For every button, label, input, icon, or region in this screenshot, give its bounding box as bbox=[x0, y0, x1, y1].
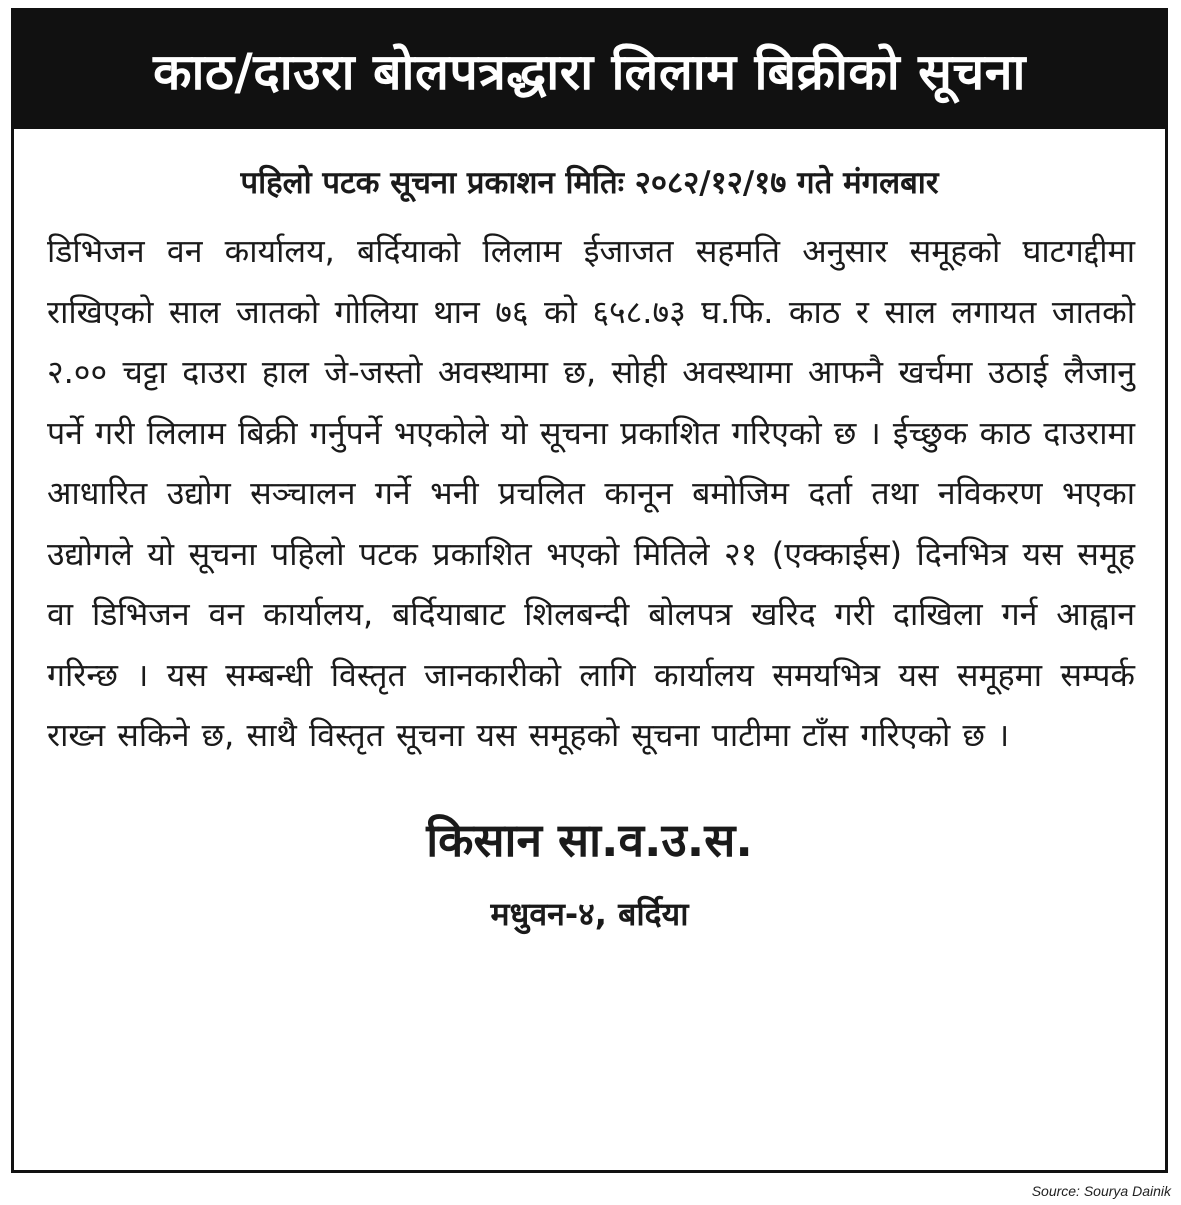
notice-box bbox=[11, 8, 1168, 1173]
organization-name: किसान सा.व.उ.स. bbox=[426, 812, 753, 867]
publication-date-line: पहिलो पटक सूचना प्रकाशन मितिः २०८२/१२/१७ गते मंगलबार bbox=[240, 165, 939, 201]
organization-address: मधुवन-४, बर्दिया bbox=[490, 894, 689, 933]
title-bar bbox=[14, 11, 1165, 129]
notice-body: डिभिजन वन कार्यालय, बर्दियाको लिलाम ईजाजत सहमति अनुसार समूहको घाटगद्दीमा राखिएको साल जातको गोलिया थान ७६ को ६५८.७३ घ.फि. काठ र साल लगायत जातको २.०० चट्टा दाउरा हाल जे-जस्तो अवस्थामा छ, सोही अवस्थामा आफनै खर्चमा उठाई लैजानु पर्ने गरी लिलाम बिक्री गर्नुपर्ने भएकोले यो सूचना प्रकाशित गरिएको छ । ईच्छुक काठ दाउरामा आधारित उद्योग सञ्चालन गर्ने भनी प्रचलित कानून बमोजिम दर्ता तथा नविकरण भएका उद्योगले यो सूचना पहिलो पटक प्रकाशित भएको मितिले २१ (एक्काईस) दिनभित्र यस समूह वा डिभिजन वन कार्यालय, बर्दियाबाट शिलबन्दी बोलपत्र खरिद गरी दाखिला गर्न आह्वान गरिन्छ । यस सम्बन्धी विस्तृत जानकारीको लागि कार्यालय समयभित्र यस समूहमा सम्पर्क राख्न सकिने छ, साथै विस्तृत सूचना यस समूहको सूचना पाटीमा टाँस गरिएको छ । bbox=[47, 232, 1135, 754]
source-credit: Source: Sourya Dainik bbox=[1031, 1183, 1171, 1199]
notice-title: काठ/दाउरा बोलपत्रद्धारा लिलाम बिक्रीको सूचना bbox=[153, 43, 1026, 101]
